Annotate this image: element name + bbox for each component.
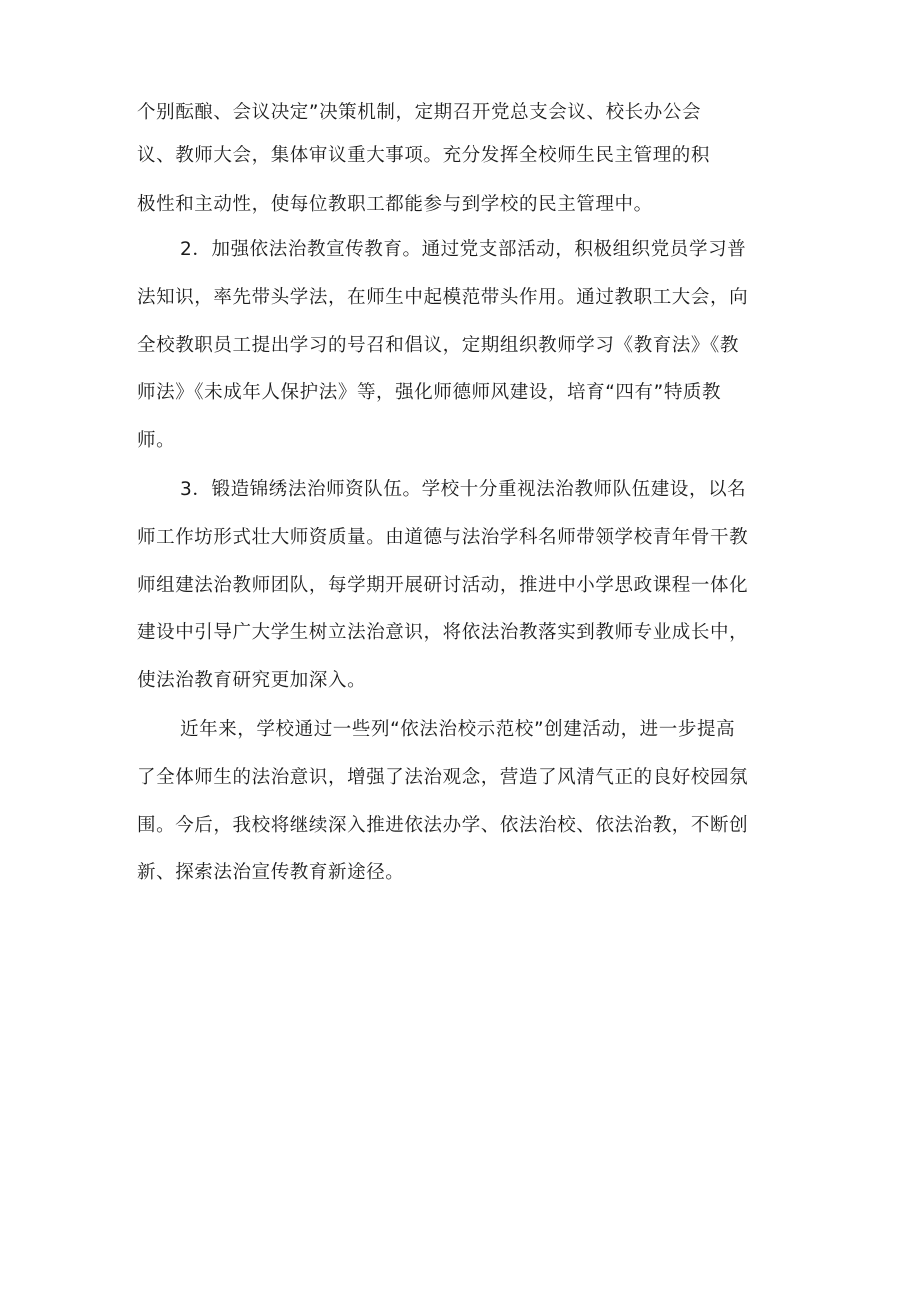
- paragraph-1-line-2: 议、教师大会，集体审议重大事项。充分发挥全校师生民主管理的积: [137, 145, 711, 166]
- paragraph-2-line-4: 师法》《未成年人保护法》等，强化师德师风建设，培育“四有”特质教: [137, 382, 722, 403]
- paragraph-3-line-3: 师组建法治教师团队，每学期开展研讨活动，推进中小学思政课程一体化: [137, 575, 749, 596]
- paragraph-3-line-4: 建设中引导广大学生树立法治意识，将依法治教落实到教师专业成长中，: [137, 622, 749, 643]
- paragraph-4-line-4: 新、探索法治宣传教育新途径。: [137, 862, 405, 883]
- paragraph-3-line-2: 师工作坊形式壮大师资质量。由道德与法治学科名师带领学校青年骨干教: [137, 527, 749, 548]
- paragraph-3-line-1: 3．锻造锦绣法治师资队伍。学校十分重视法治教师队伍建设，以名: [180, 479, 747, 500]
- paragraph-1-line-1: 个别酝酿、会议决定”决策机制，定期召开党总支会议、校长办公会: [137, 102, 702, 123]
- paragraph-1-line-3: 极性和主动性，使每位教职工都能参与到学校的民主管理中。: [137, 194, 653, 215]
- paragraph-4-line-2: 了全体师生的法治意识，增强了法治观念，营造了风清气正的良好校园氛: [137, 767, 749, 788]
- paragraph-2-line-2: 法知识，率先带头学法，在师生中起模范带头作用。通过教职工大会，向: [137, 287, 749, 308]
- paragraph-3-line-5: 使法治教育研究更加深入。: [137, 670, 367, 691]
- paragraph-2-line-1: 2．加强依法治教宣传教育。通过党支部活动，积极组织党员学习普: [180, 239, 747, 260]
- paragraph-4-line-3: 围。今后，我校将继续深入推进依法办学、依法治校、依法治教，不断创: [137, 815, 749, 836]
- paragraph-2-line-5: 师。: [137, 430, 176, 451]
- paragraph-2-line-3: 全校教职员工提出学习的号召和倡议，定期组织教师学习《教育法》《教: [137, 335, 739, 356]
- paragraph-4-line-1: 近年来，学校通过一些列“依法治校示范校”创建活动，进一步提高: [180, 719, 736, 740]
